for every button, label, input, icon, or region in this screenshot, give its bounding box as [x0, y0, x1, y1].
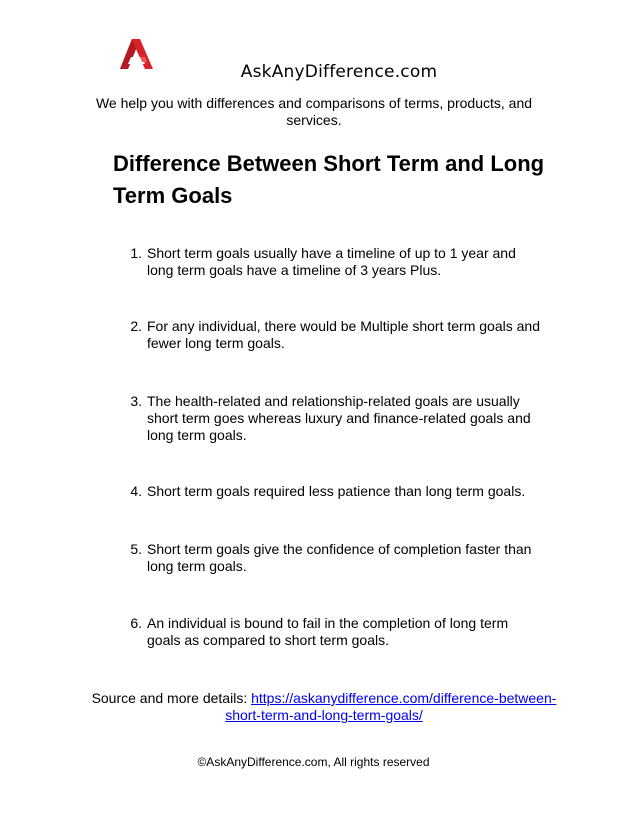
list-item-text: The health-related and relationship-related goals are usually short term goes whereas luxury and finance-related goals and long term goals.: [147, 393, 531, 443]
list-item-text: Short term goals required less patience than long term goals.: [147, 483, 526, 499]
tagline: We help you with differences and comparisons of terms, products, and services.: [95, 95, 533, 128]
list-item-number: 2.: [130, 318, 142, 334]
list-item: [124, 318, 544, 352]
list-item-number: 4.: [130, 483, 142, 499]
list-item: [124, 393, 544, 444]
copyright-footer: ©AskAnyDifference.com, All rights reserved: [197, 755, 430, 769]
list-item-number: 5.: [130, 541, 142, 557]
list-item-text: Short term goals give the confidence of completion faster than long term goals.: [147, 541, 532, 574]
source-link[interactable]: https://askanydifference.com/difference-between-short-term-and-long-term-goals/: [225, 690, 557, 723]
list-item: [124, 483, 544, 500]
site-name: AskAnyDifference.com: [240, 62, 438, 82]
list-item-number: 6.: [130, 615, 142, 631]
list-item-number: 3.: [130, 393, 142, 409]
source-label: Source and more details:: [91, 690, 248, 706]
list-item-text: An individual is bound to fail in the completion of long term goals as compared to short term goals.: [147, 615, 509, 648]
list-item-text: For any individual, there would be Multiple short term goals and fewer long term goals.: [147, 318, 540, 351]
list-item-text: Short term goals usually have a timeline of up to 1 year and long term goals have a timeline of 3 years Plus.: [147, 245, 516, 278]
list-item: [124, 245, 544, 279]
source-line: [90, 690, 558, 724]
list-item-number: 1.: [130, 245, 142, 261]
list-item: [124, 541, 544, 575]
list-item: [124, 615, 544, 649]
page-title: Difference Between Short Term and Long Term Goals: [113, 151, 545, 208]
